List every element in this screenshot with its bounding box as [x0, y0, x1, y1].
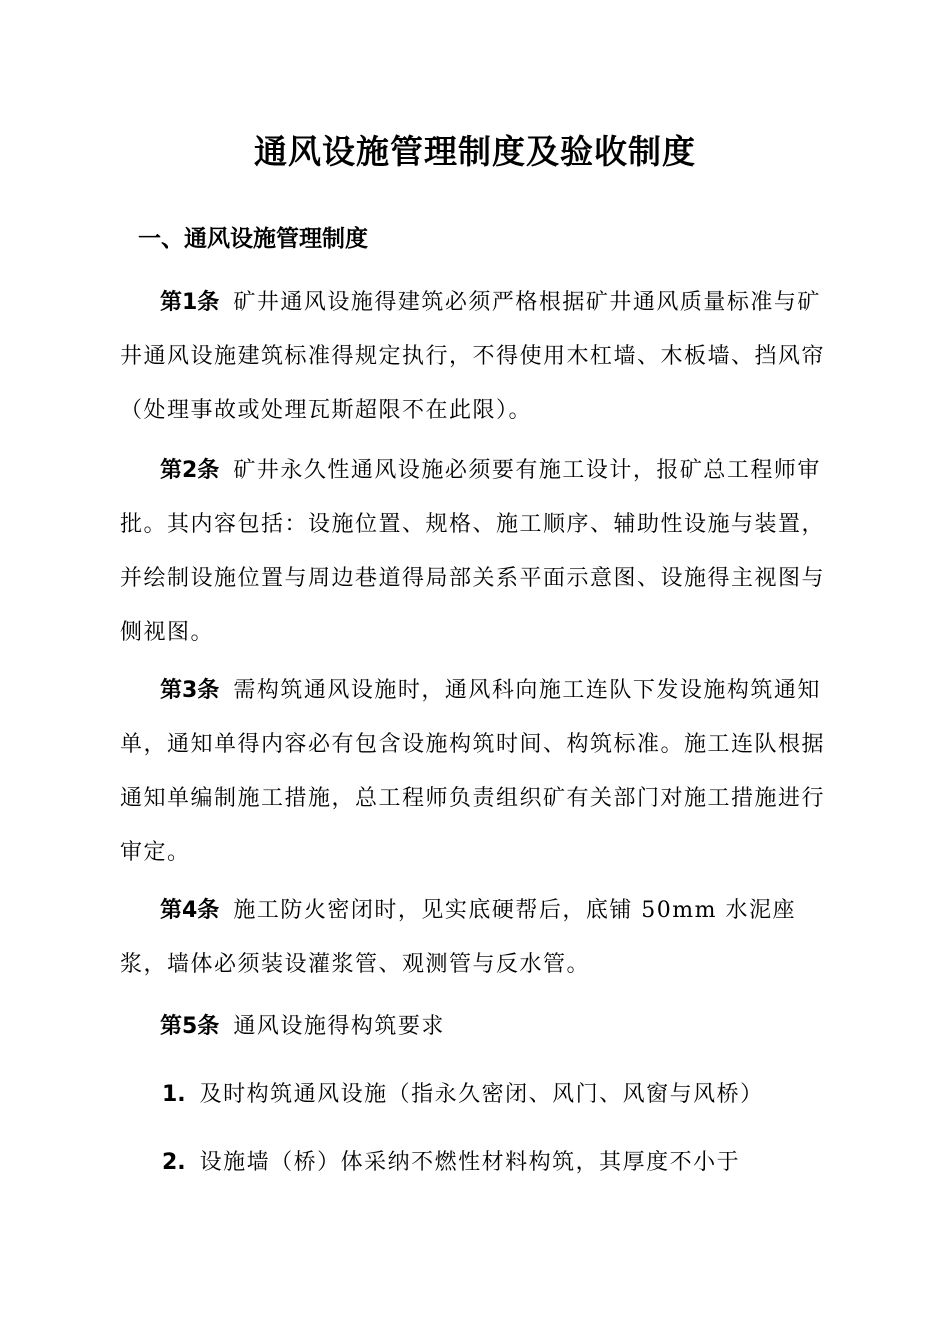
article-3 — [120, 664, 830, 880]
article-text: 通风设施得构筑要求 — [233, 1014, 445, 1039]
article-text: 矿井通风设施得建筑必须严格根据矿井通风质量标准与矿井通风设施建筑标准得规定执行，不得使用木杠墙、木板墙、挡风帘（处理事故或处理瓦斯超限不在此限）。 — [120, 290, 826, 423]
list-item-number: 2. — [162, 1150, 186, 1175]
article-4 — [120, 884, 830, 992]
article-text: 需构筑通风设施时，通风科向施工连队下发设施构筑通知单，通知单得内容必有包含设施构筑时间、构筑标准。施工连队根据通知单编制施工措施，总工程师负责组织矿有关部门对施工措施进行审定。 — [120, 678, 826, 865]
list-item-number: 1. — [162, 1082, 186, 1107]
article-label: 第5条 — [160, 1014, 220, 1039]
article-2 — [120, 444, 830, 660]
document-title: 通风设施管理制度及验收制度 — [254, 132, 696, 171]
article-5 — [120, 1000, 830, 1054]
article-label: 第4条 — [160, 898, 220, 923]
article-text: 施工防火密闭时，见实底硬帮后，底铺 50mm 水泥座浆，墙体必须装设灌浆管、观测管与反水管。 — [120, 898, 797, 977]
article-text: 矿井永久性通风设施必须要有施工设计，报矿总工程师审批。其内容包括：设施位置、规格、施工顺序、辅助性设施与装置，并绘制设施位置与周边巷道得局部关系平面示意图、设施得主视图与侧视图。 — [120, 458, 826, 645]
article-label: 第2条 — [160, 458, 220, 483]
article-label: 第3条 — [160, 678, 220, 703]
list-item-text: 设施墙（桥）体采纳不燃性材料构筑，其厚度不小于 — [199, 1150, 741, 1175]
list-item-text: 及时构筑通风设施（指永久密闭、风门、风窗与风桥） — [199, 1082, 764, 1107]
article-label: 第1条 — [160, 290, 220, 315]
section-heading: 一、通风设施管理制度 — [138, 226, 368, 252]
list-item-2 — [162, 1136, 832, 1190]
list-item-1 — [162, 1068, 832, 1122]
article-1 — [120, 276, 830, 438]
